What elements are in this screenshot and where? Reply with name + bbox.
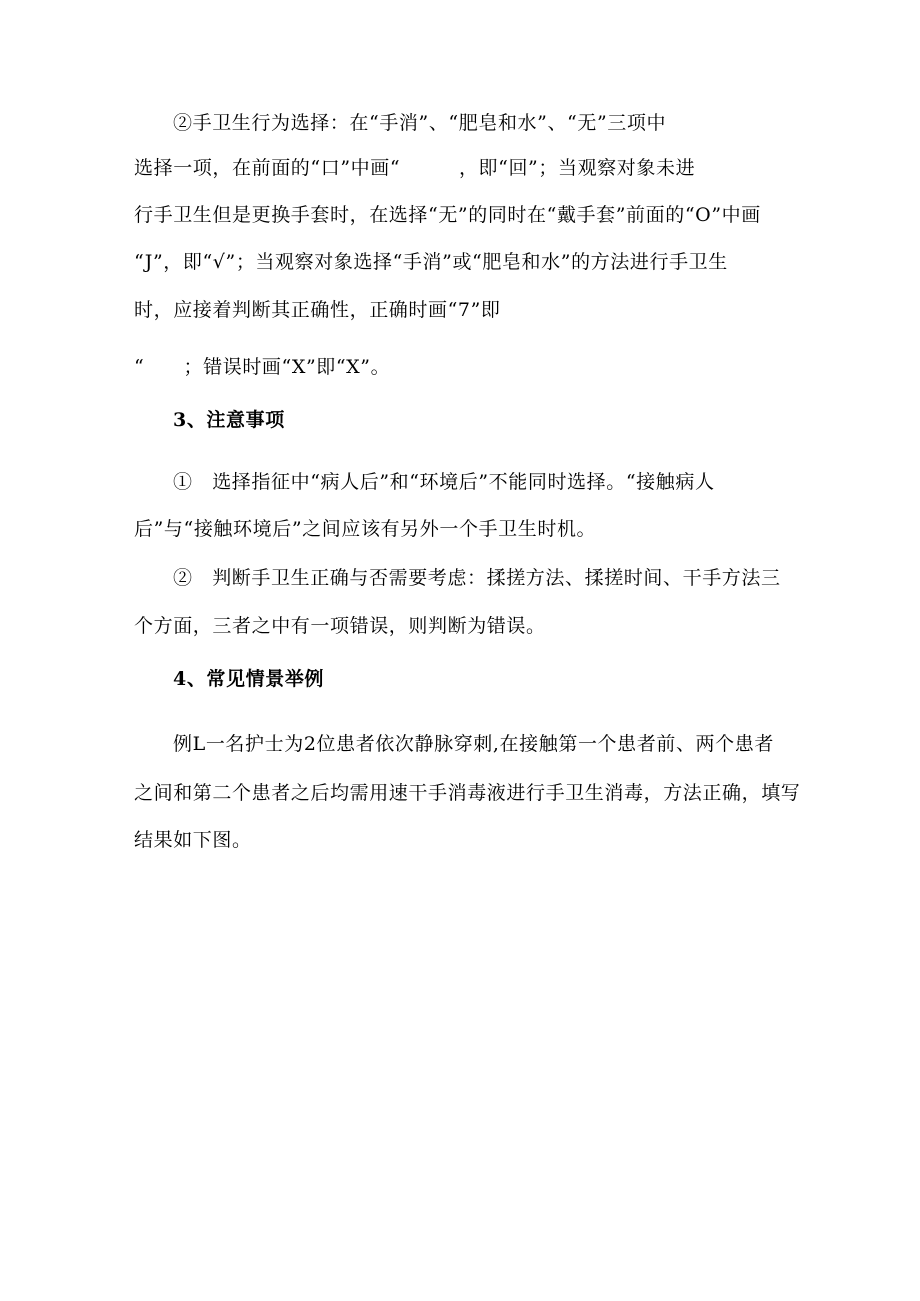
- example-line-3: 结果如下图。: [134, 829, 252, 851]
- example-line-1: 例L一名护士为2位患者依次静脉穿刺,在接触第一个患者前、两个患者: [173, 733, 774, 755]
- behavior-line-2: 选择一项，在前面的“口”中画“ ，即“回”；当观察对象未进: [134, 157, 696, 179]
- behavior-line-1: ②手卫生行为选择：在“手消”、“肥皂和水”、“无”三项中: [173, 112, 667, 134]
- behavior-line-4: “J”，即“√”；当观察对象选择“手消”或“肥皂和水”的方法进行手卫生: [134, 251, 728, 273]
- note-1-line-2: 后”与“接触环境后”之间应该有另外一个手卫生时机。: [134, 518, 597, 540]
- example-line-2: 之间和第二个患者之后均需用速干手消毒液进行手卫生消毒，方法正确，填写: [134, 782, 801, 804]
- behavior-line-6: “ ；错误时画“X”即“X”。: [134, 356, 391, 378]
- note-1-line-1: ① 选择指征中“病人后”和“环境后”不能同时选择。“接触病人: [173, 471, 715, 493]
- note-2-line-1: ② 判断手卫生正确与否需要考虑：揉搓方法、揉搓时间、干手方法三: [173, 567, 781, 589]
- section-3-heading: 3、注意事项: [173, 409, 285, 431]
- behavior-line-5: 时，应接着判断其正确性，正确时画“7”即: [134, 299, 501, 321]
- section-4-heading: 4、常见情景举例: [173, 668, 325, 690]
- behavior-line-3: 行手卫生但是更换手套时，在选择“无”的同时在“戴手套”前面的“O”中画: [134, 204, 761, 226]
- note-2-line-2: 个方面，三者之中有一项错误，则判断为错误。: [134, 615, 546, 637]
